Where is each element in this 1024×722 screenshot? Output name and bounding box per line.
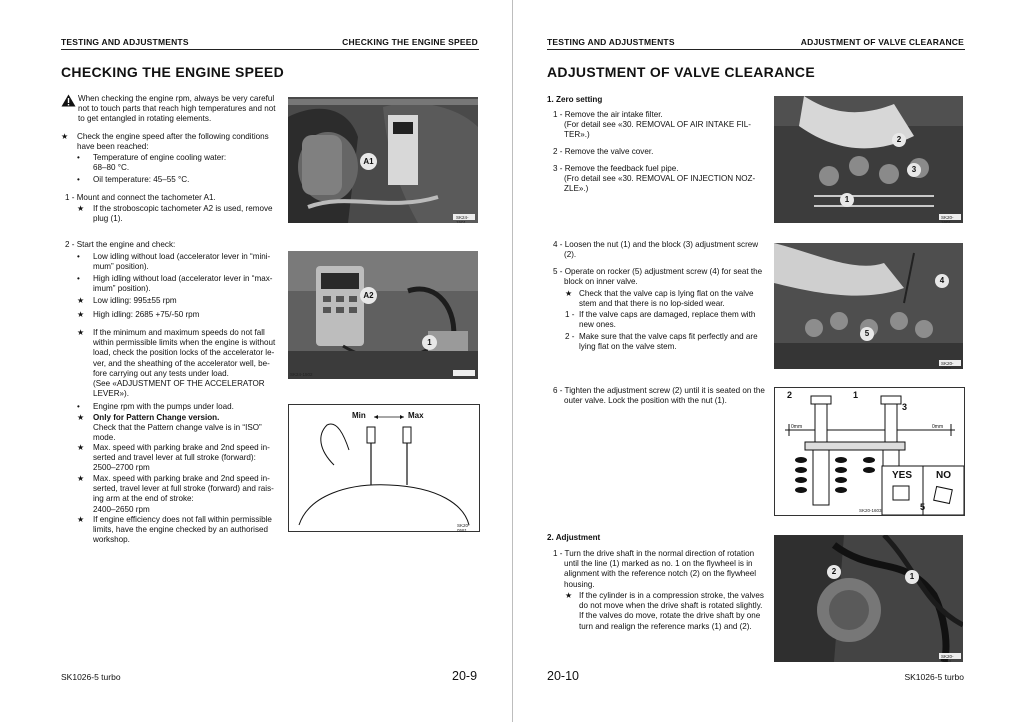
note-line: plug (1). — [93, 214, 123, 224]
note-line: If the valves do move, rotate the drive shaft by one — [579, 611, 761, 621]
intro-line: Check the engine speed after the following conditions — [77, 132, 269, 141]
step-line: (2). — [564, 250, 577, 260]
star-bullet: ★ — [77, 204, 85, 213]
item-mark: ★ — [77, 328, 85, 337]
photo-code: SK20-1601 — [941, 215, 954, 223]
item-line: Low idling: 995±55 rpm — [93, 296, 177, 305]
step-line: until the line (1) marked as no. 1 on the flywheel is in — [564, 559, 753, 569]
item-line: workshop. — [93, 535, 130, 545]
step-1: 1 - Mount and connect the tachometer A1. — [65, 193, 216, 202]
note-line: do not move when the drive shaft is rotated slightly. — [579, 601, 763, 611]
item-line: 2400–2650 rpm — [93, 504, 150, 514]
footer-model: SK1026-5 turbo — [904, 672, 964, 682]
photo-code: SK24-1501 — [456, 215, 469, 223]
accelerator-lever-diagram — [288, 404, 480, 532]
item-line: within permissible limits when the engine is without — [93, 338, 276, 348]
condition-line: 68–80 °C. — [93, 163, 130, 173]
page-number: 20-10 — [547, 669, 579, 683]
condition-line: Temperature of engine cooling water: — [93, 153, 227, 162]
valve-clearance-diagram — [774, 387, 965, 516]
step-line: block on inner valve. — [564, 277, 638, 287]
item-line: serted, travel lever at full stroke (forward) and rais- — [93, 484, 274, 494]
label-2: 2 — [787, 390, 793, 400]
item-mark: • — [77, 274, 80, 283]
step-line: 1 - Turn the drive shaft in the normal direction of rotation — [553, 549, 755, 558]
warning-line: When checking the engine rpm, always be very careful — [78, 94, 275, 103]
photo-flywheel-marks — [774, 535, 963, 662]
item-mark: 2 - — [565, 332, 575, 341]
item-line: imum” position). — [93, 284, 151, 294]
label-max: Max — [408, 411, 424, 420]
item-mark: ★ — [77, 296, 85, 305]
item-line: Low idling without load (accelerator lever in “mini- — [93, 252, 271, 261]
bullet: • — [77, 153, 80, 162]
label-min: Min — [352, 411, 366, 420]
step-line: 4 - Loosen the nut (1) and the block (3) adjustment screw — [553, 240, 759, 249]
step-line: 5 - Operate on rocker (5) adjustment screw (4) for seat the — [553, 267, 763, 276]
label-1: 1 — [840, 193, 854, 207]
footer-model: SK1026-5 turbo — [61, 672, 121, 682]
header-rule — [61, 49, 479, 50]
item-mark: • — [77, 402, 80, 411]
item-mark: • — [77, 252, 80, 261]
item-line: High idling without load (accelerator lever in “max- — [93, 274, 273, 283]
item-line: mode. — [93, 433, 116, 443]
photo-code: SK20-1604 — [941, 654, 954, 662]
header-section-right: TESTING AND ADJUSTMENTS — [547, 37, 675, 47]
photo-code: SK20-1602 — [941, 361, 954, 369]
label-1: 1 — [422, 335, 437, 350]
label-1: 1 — [905, 570, 919, 584]
warning-line: not to touch parts that reach high temperatures and not — [78, 104, 276, 114]
section-zero-setting: 1. Zero setting — [547, 95, 603, 104]
item-line: load, check the position locks of the accelerator le- — [93, 348, 275, 358]
item-line: 2500–2700 rpm — [93, 463, 150, 473]
label-5: 5 — [860, 327, 874, 341]
step-line: outer valve. Lock the position with the nut (1). — [564, 396, 727, 406]
item-line: serted and travel lever at full stroke (forward): — [93, 453, 256, 463]
step-line: 3 - Remove the feedback fuel pipe. — [553, 164, 679, 173]
photo-rocker-adjust — [774, 243, 963, 369]
label-5: 5 — [920, 502, 926, 512]
bullet: • — [77, 175, 80, 185]
item-line: new ones. — [579, 320, 616, 330]
page-title: ADJUSTMENT OF VALVE CLEARANCE — [547, 64, 815, 80]
item-line: If the valve caps are damaged, replace them with — [579, 310, 756, 319]
step-line: housing. — [564, 579, 595, 589]
item-line: If the minimum and maximum speeds do not fall — [93, 328, 265, 337]
header-rule — [547, 49, 965, 50]
item-line: LEVER»). — [93, 389, 129, 399]
label-1: 1 — [853, 390, 859, 400]
label-4: 4 — [935, 274, 949, 288]
item-line: Check that the Pattern change valve is in “ISO” — [93, 423, 262, 433]
item-mark: ★ — [77, 515, 85, 524]
gap-left-label: 0mm — [791, 424, 803, 430]
item-line: Check that the valve cap is lying flat on the valve — [579, 289, 754, 298]
item-line: ing arm at the end of stroke: — [93, 494, 194, 504]
diagram-code: SK20-0581 — [457, 523, 470, 533]
note-line: turn and realign the reference marks (1) and (2). — [579, 621, 752, 631]
item-line: fore carrying out any tests under load. — [93, 368, 229, 378]
item-line: lying flat on the valve stem. — [579, 342, 677, 352]
step-line: alignment with the reference notch (2) on the flywheel — [564, 569, 757, 579]
page-title: CHECKING THE ENGINE SPEED — [61, 64, 284, 80]
item-line: If engine efficiency does not fall within permissible — [93, 515, 272, 524]
intro-line: have been reached: — [77, 142, 149, 152]
item-line: Max. speed with parking brake and 2nd speed in- — [93, 443, 270, 452]
header-topic-left: CHECKING THE ENGINE SPEED — [342, 37, 478, 47]
step-line: TER».) — [564, 130, 590, 139]
photo-tachometer-mounted — [288, 97, 478, 223]
photo-rocker-loosen — [774, 96, 963, 223]
step-line: 1 - Remove the air intake filter. — [553, 110, 663, 119]
label-a2: A2 — [360, 287, 377, 304]
gap-right-label: 0mm — [932, 424, 944, 430]
warning-line: to get entangled in rotating elements. — [78, 114, 212, 124]
item-line: stem and that there is no lop-sided wear. — [579, 299, 725, 309]
step-2: 2 - Start the engine and check: — [65, 240, 176, 249]
step-line: 2 - Remove the valve cover. — [553, 147, 654, 156]
star-bullet: ★ — [565, 591, 573, 600]
note-line: If the stroboscopic tachometer A2 is used, remove — [93, 204, 273, 213]
item-mark: ★ — [77, 474, 85, 483]
item-mark: ★ — [77, 443, 85, 452]
star-bullet: ★ — [61, 132, 69, 141]
note-line: If the cylinder is in a compression stroke, the valves — [579, 591, 764, 600]
label-3: 3 — [907, 163, 921, 177]
item-line: Make sure that the valve caps fit perfectly and are — [579, 332, 758, 341]
label-no: NO — [936, 470, 951, 481]
step-line: (For detail see «30. REMOVAL OF AIR INTAKE FIL- — [564, 120, 751, 129]
header-topic-right: ADJUSTMENT OF VALVE CLEARANCE — [800, 37, 964, 47]
right-page — [513, 0, 1024, 722]
item-line: (See «ADJUSTMENT OF THE ACCELERATOR — [93, 379, 265, 388]
step-line: 6 - Tighten the adjustment screw (2) until it is seated on the — [553, 386, 765, 395]
label-yes: YES — [892, 470, 913, 481]
label-2: 2 — [827, 565, 841, 579]
section-adjustment: 2. Adjustment — [547, 533, 601, 542]
page-number: 20-9 — [452, 669, 478, 683]
label-2: 2 — [892, 133, 906, 147]
label-a1: A1 — [360, 153, 377, 170]
item-line: ver, and the sheathing of the accelerator well, be- — [93, 358, 270, 368]
item-mark: ★ — [77, 310, 85, 319]
item-line: Engine rpm with the pumps under load. — [93, 402, 234, 411]
item-line: Max. speed with parking brake and 2nd speed in- — [93, 474, 270, 483]
item-line: High idling: 2685 +75/-50 rpm — [93, 310, 200, 319]
photo-stroboscopic-tachometer — [288, 251, 478, 379]
header-section-left: TESTING AND ADJUSTMENTS — [61, 37, 189, 47]
step-line: (Fro detail see «30. REMOVAL OF INJECTION NOZ- — [564, 174, 756, 183]
item-mark: ★ — [565, 289, 573, 298]
item-line: mum” position). — [93, 262, 149, 272]
item-mark: ★ — [77, 413, 85, 422]
label-3: 3 — [902, 402, 908, 412]
condition-line: Oil temperature: 45–55 °C. — [93, 175, 190, 185]
warning-icon — [61, 94, 76, 107]
diagram-code: SK20-1603 — [859, 508, 882, 513]
item-line: limits, have the engine checked by an authorised — [93, 525, 269, 535]
item-line: Only for Pattern Change version. — [93, 413, 220, 422]
step-line: ZLE».) — [564, 184, 589, 193]
photo-code: SK24-1502 — [290, 372, 313, 377]
item-mark: 1 - — [565, 310, 575, 319]
